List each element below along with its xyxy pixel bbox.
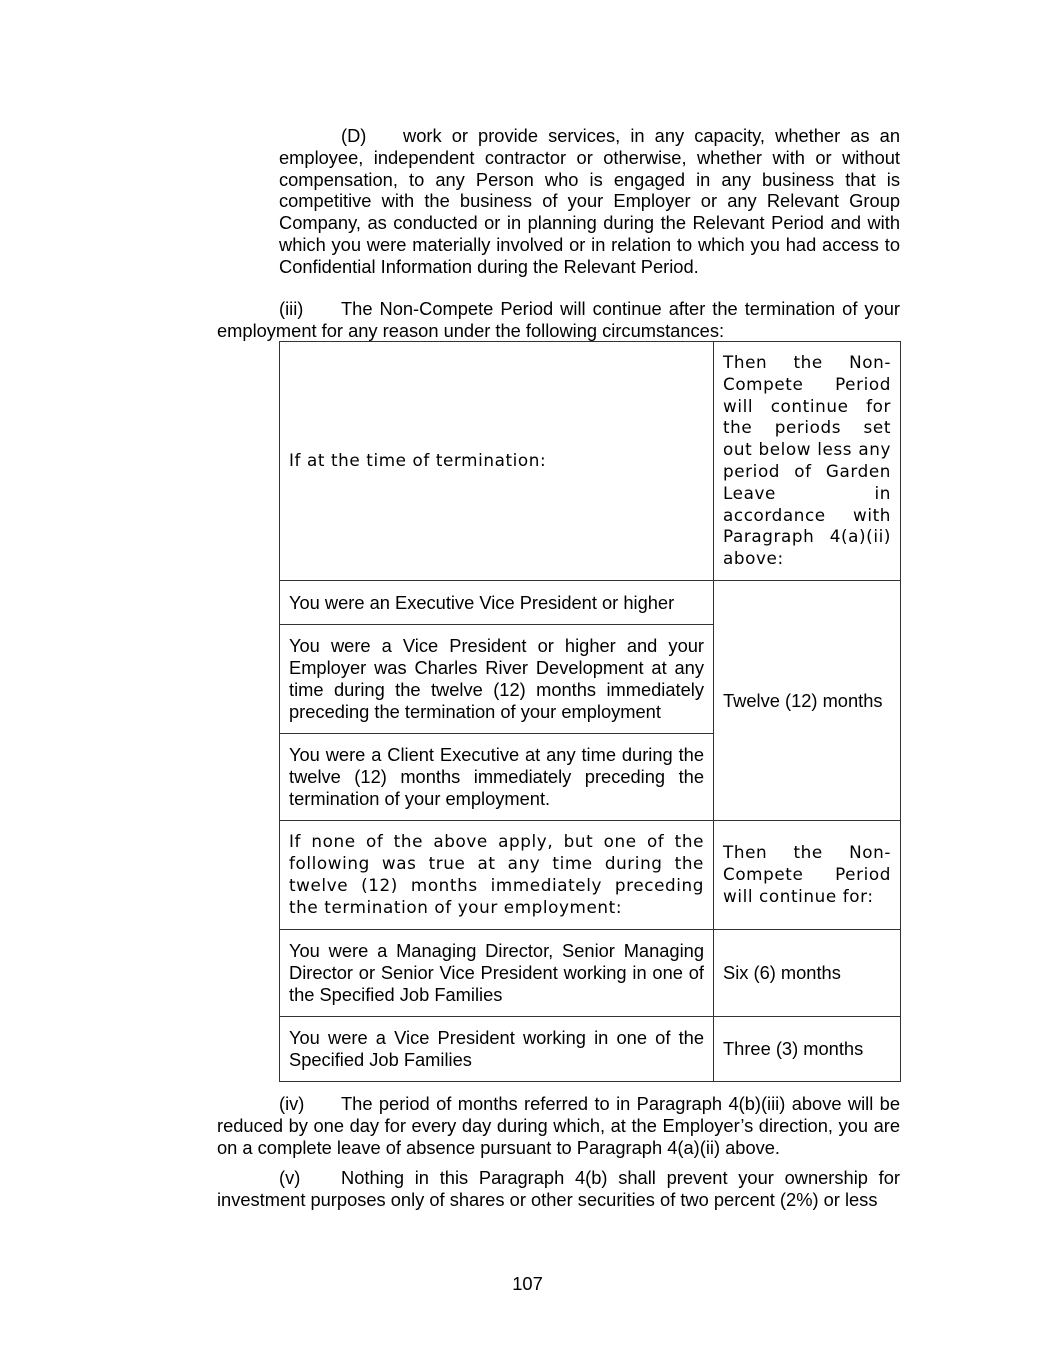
clause-iii-label: (iii): [279, 298, 304, 319]
row-vp-crd-cell: You were a Vice President or higher and your Employer was Charles River Development at any time during the twelve (12) months immediately preceding the termination of your employment: [280, 625, 714, 734]
subheader-right-cell: Then the Non-Compete Period will continue for:: [714, 821, 901, 930]
clause-iv: [217, 1093, 900, 1158]
clause-iv-label: (iv): [279, 1093, 305, 1114]
clause-v-text: Nothing in this Paragraph 4(b) shall prevent your ownership for investment purposes only of shares or other securities of two percent (2%) or less: [217, 1167, 900, 1210]
row-md-cell: You were a Managing Director, Senior Managing Director or Senior Vice President working in one of the Specified Job Families: [280, 930, 714, 1017]
row-evp-cell: You were an Executive Vice President or higher: [280, 581, 714, 625]
non-compete-table: [279, 341, 901, 1082]
clause-iii: [217, 298, 900, 342]
table-subheader-row: [280, 821, 901, 930]
clause-v: [217, 1167, 900, 1211]
table-header-row: [280, 342, 901, 581]
page-number: 107: [512, 1273, 543, 1294]
clause-d: [279, 125, 900, 278]
twelve-months-cell: Twelve (12) months: [714, 581, 901, 821]
header-left-cell: If at the time of termination:: [280, 342, 714, 581]
clause-v-label: (v): [279, 1167, 301, 1188]
clause-iv-text: The period of months referred to in Paragraph 4(b)(iii) above will be reduced by one day for every day during which, at the Employer’s direction, you are on a complete leave of absence pursuant to Paragraph 4(a)(ii) above.: [217, 1093, 900, 1158]
table-row: [280, 1017, 901, 1082]
subheader-left-cell: If none of the above apply, but one of the following was true at any time during the twelve (12) months immediately preceding the termination of your employment:: [280, 821, 714, 930]
clause-d-text: work or provide services, in any capacity, whether as an employee, independent contractor or otherwise, whether with or without compensation, to any Person who is engaged in any business that is competitive with the business of your Employer or any Relevant Group Company, as conducted or in planning during the Relevant Period and with which you were materially involved or in relation to which you had access to Confidential Information during the Relevant Period.: [279, 125, 900, 277]
header-right-cell: Then the Non-Compete Period will continue for the periods set out below less any period of Garden Leave in accordance with Paragraph 4(a)(ii) above:: [714, 342, 901, 581]
clause-iii-text: The Non-Compete Period will continue after the termination of your employment for any reason under the following circumstances:: [217, 298, 900, 341]
row-client-exec-cell: You were a Client Executive at any time during the twelve (12) months immediately preceding the termination of your employment.: [280, 734, 714, 821]
table-row: [280, 581, 901, 625]
six-months-cell: Six (6) months: [714, 930, 901, 1017]
row-vp-cell: You were a Vice President working in one of the Specified Job Families: [280, 1017, 714, 1082]
three-months-cell: Three (3) months: [714, 1017, 901, 1082]
clause-d-label: (D): [341, 125, 367, 146]
table-row: [280, 930, 901, 1017]
